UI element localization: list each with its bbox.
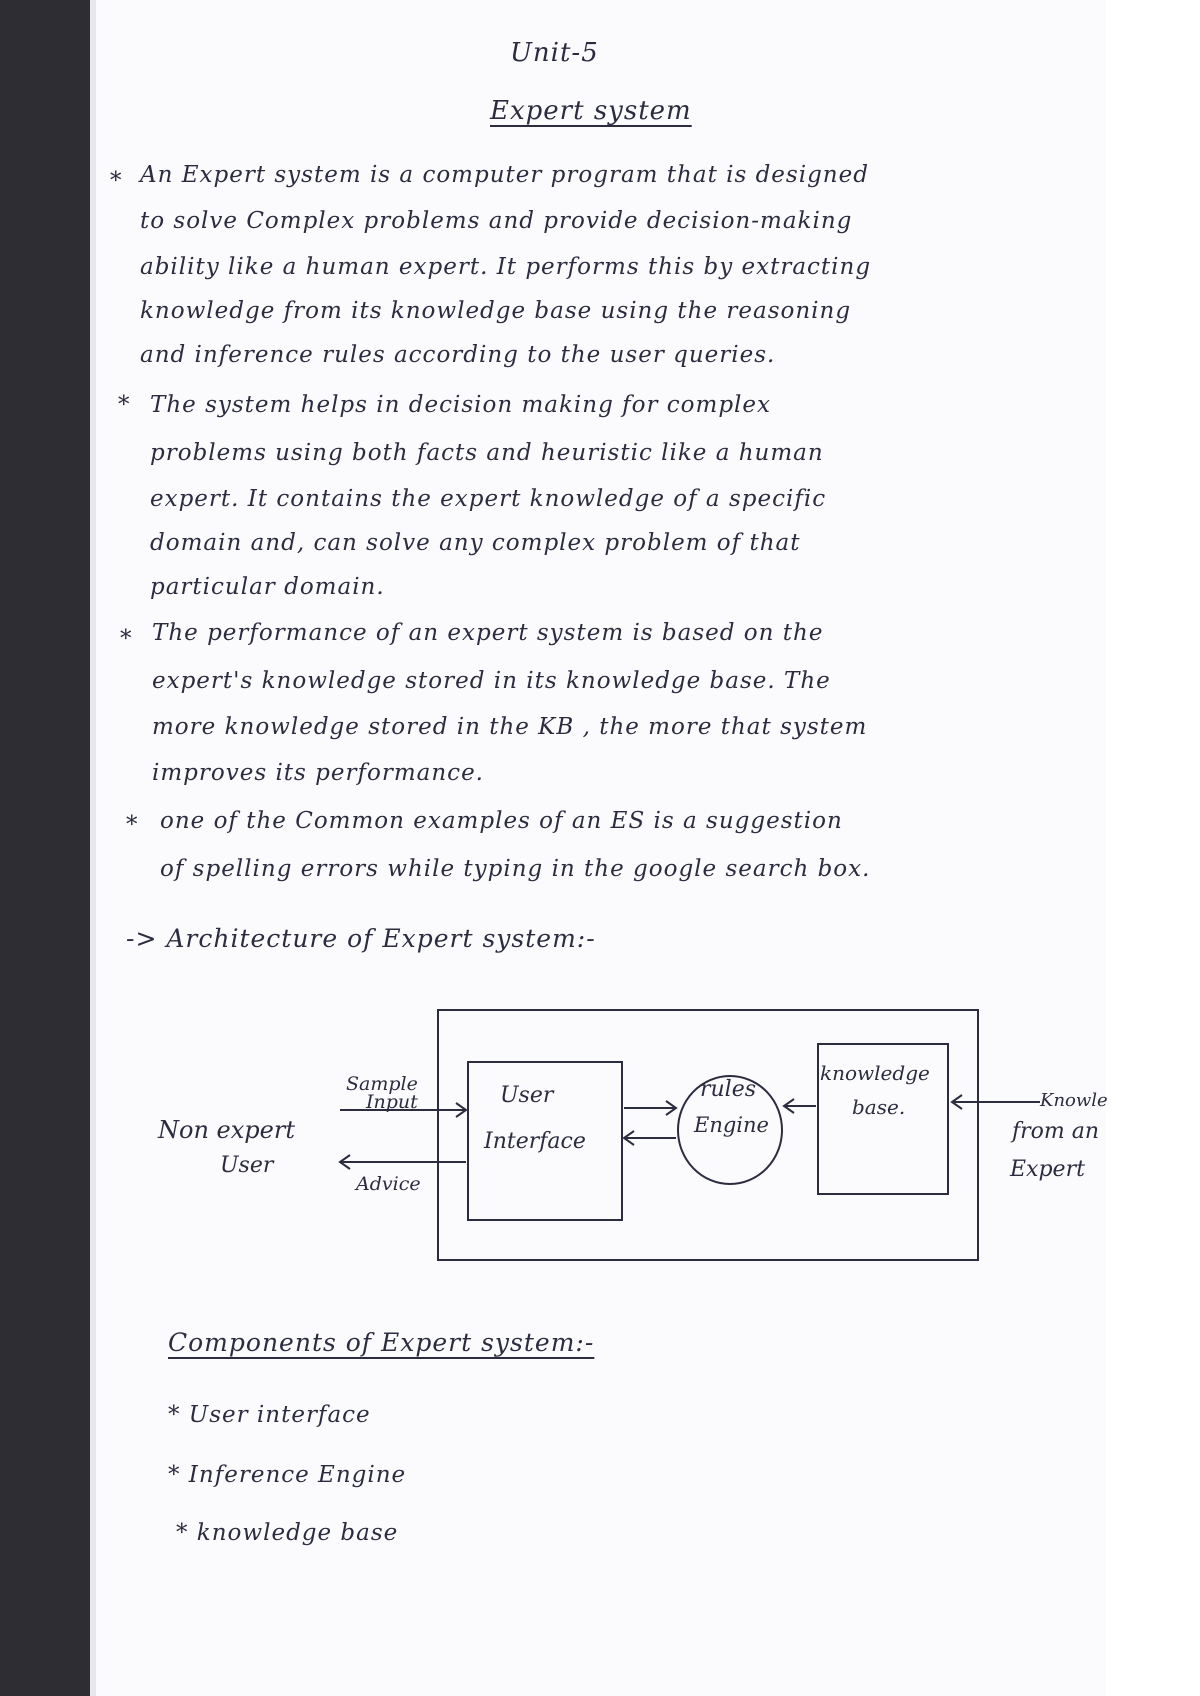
paragraph-line: particular domain. — [150, 574, 385, 600]
paragraph-line: of spelling errors while typing in the google search box. — [160, 856, 871, 882]
user-interface-label: Interface — [484, 1129, 586, 1154]
from-expert-label: from an — [1012, 1119, 1100, 1144]
paragraph-line: expert's knowledge stored in its knowledge base. The — [152, 668, 831, 694]
knowledge-base-label: knowledge — [820, 1061, 930, 1085]
paragraph-line: improves its performance. — [152, 760, 484, 786]
bullet: * — [118, 392, 131, 418]
user-interface-label: User — [500, 1083, 554, 1108]
bullet: * — [120, 626, 133, 652]
paragraph-line: The performance of an expert system is based on the — [152, 620, 824, 646]
rules-engine-label: rules — [700, 1077, 757, 1102]
sample-input-label: Input — [366, 1091, 418, 1113]
bullet: * — [126, 812, 139, 838]
user-label: User — [220, 1153, 274, 1178]
component-item: * knowledge base — [176, 1520, 399, 1546]
paragraph-line: An Expert system is a computer program that is designed — [140, 162, 869, 188]
sample-input-label: Sample — [346, 1073, 418, 1095]
paragraph-line: domain and, can solve any complex problem of that — [150, 530, 801, 556]
advice-label: Advice — [356, 1173, 421, 1195]
paragraph-line: ability like a human expert. It performs this by extracting — [140, 254, 872, 280]
components-heading: Components of Expert system:- — [168, 1328, 595, 1357]
page-heading: Expert system — [490, 96, 692, 126]
bullet: * — [110, 168, 123, 194]
paragraph-line: one of the Common examples of an ES is a suggestion — [160, 808, 843, 834]
rules-engine-label: Engine — [694, 1113, 769, 1137]
paragraph-line: more knowledge stored in the KB , the more that system — [152, 714, 868, 740]
architecture-diagram — [0, 990, 1200, 1350]
paragraph-line: to solve Complex problems and provide decision-making — [140, 208, 853, 234]
paragraph-line: The system helps in decision making for complex — [150, 392, 771, 418]
component-item: * User interface — [168, 1402, 371, 1428]
component-item: * Inference Engine — [168, 1462, 407, 1488]
paragraph-line: problems using both facts and heuristic like a human — [150, 440, 824, 466]
knowledge-base-label: base. — [852, 1095, 906, 1119]
background-edge-left — [0, 0, 96, 1696]
background-edge-right — [1106, 0, 1200, 1696]
from-expert-label: Knowle — [1040, 1090, 1108, 1111]
unit-title: Unit-5 — [510, 38, 599, 68]
from-expert-label: Expert — [1010, 1157, 1085, 1182]
paragraph-line: knowledge from its knowledge base using the reasoning — [140, 298, 852, 324]
non-expert-label: Non expert — [158, 1116, 295, 1144]
paragraph-line: expert. It contains the expert knowledge of a specific — [150, 486, 827, 512]
architecture-heading: -> Architecture of Expert system:- — [126, 924, 596, 953]
paragraph-line: and inference rules according to the user queries. — [140, 342, 776, 368]
